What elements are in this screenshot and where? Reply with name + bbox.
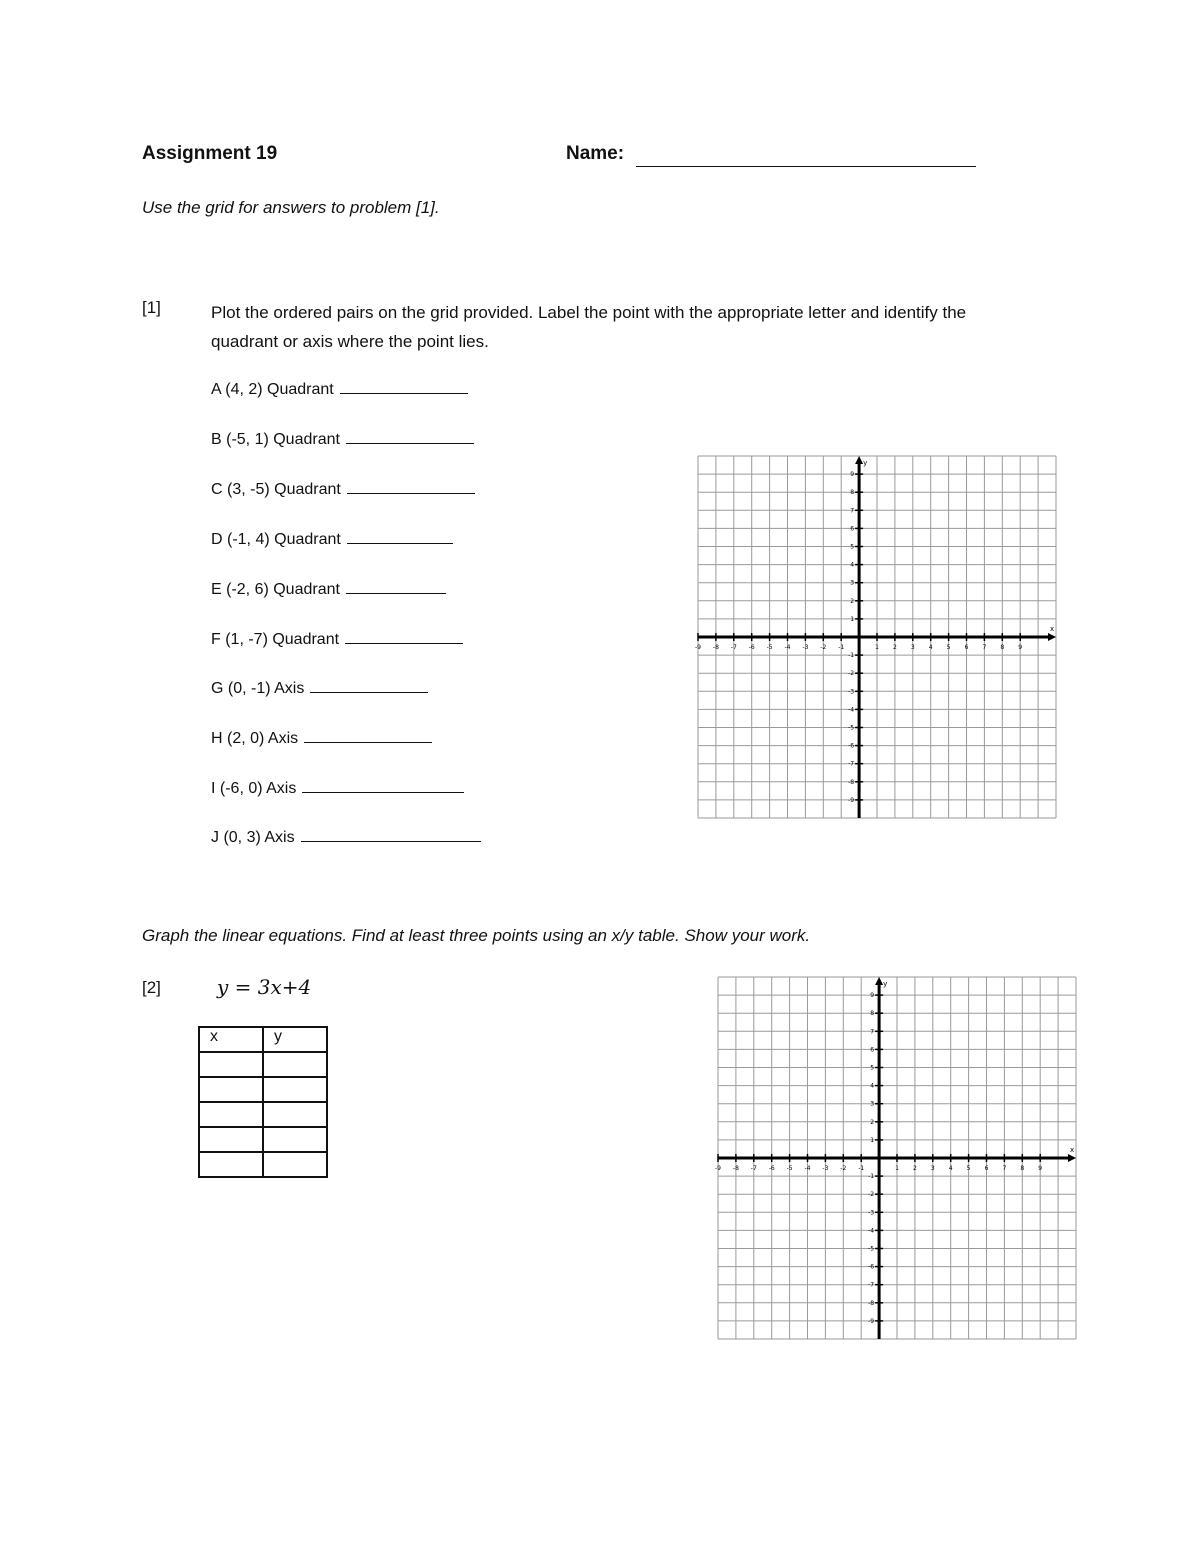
list-item (211, 478, 475, 499)
y-tick-label: -5 (848, 724, 855, 732)
y-tick-label: 9 (850, 471, 855, 479)
y-tick-label: 8 (870, 1010, 875, 1018)
x-axis-label: x (1070, 1146, 1075, 1154)
list-item (211, 428, 474, 449)
table-cell[interactable] (263, 1077, 327, 1102)
list-item (211, 528, 453, 549)
instruction-problem-1: Use the grid for answers to problem [1]. (142, 198, 440, 217)
x-tick-label: 4 (928, 644, 933, 651)
list-item (211, 727, 432, 748)
y-tick-label: -2 (848, 670, 855, 678)
x-tick-label: 1 (875, 644, 879, 651)
x-tick-label: 7 (982, 644, 987, 651)
y-tick-label: -6 (868, 1263, 875, 1271)
y-tick-label: 7 (870, 1028, 875, 1036)
list-item (211, 826, 481, 847)
x-axis-label: x (1050, 625, 1055, 633)
x-tick-label: 8 (1000, 644, 1005, 651)
answer-blank[interactable] (340, 378, 468, 394)
y-tick-label: -8 (868, 1299, 875, 1307)
x-tick-label: -1 (838, 644, 845, 651)
list-item (211, 578, 446, 599)
table-row (199, 1152, 327, 1177)
y-tick-label: -2 (868, 1191, 875, 1199)
table-cell[interactable] (199, 1077, 263, 1102)
item-label: J (0, 3) Axis (211, 829, 295, 846)
y-tick-label: 1 (850, 615, 855, 623)
y-tick-label: -4 (868, 1227, 875, 1235)
xy-table (198, 1026, 328, 1178)
y-tick-label: -7 (868, 1281, 875, 1289)
x-tick-label: -5 (766, 644, 773, 651)
y-tick-label: 5 (850, 543, 855, 551)
x-tick-label: 6 (964, 644, 969, 651)
x-tick-label: 1 (895, 1165, 899, 1172)
x-tick-label: -8 (712, 644, 719, 651)
y-tick-label: -3 (868, 1209, 875, 1217)
x-tick-label: 2 (912, 1165, 917, 1172)
y-tick-label: 6 (850, 525, 855, 533)
answer-blank[interactable] (301, 826, 481, 842)
item-label: A (4, 2) Quadrant (211, 381, 334, 398)
list-item (211, 677, 428, 698)
x-tick-label: 5 (966, 1165, 971, 1172)
x-tick-label: 3 (930, 1165, 935, 1172)
table-row (199, 1077, 327, 1102)
y-tick-label: 5 (870, 1064, 875, 1072)
x-tick-label: -4 (804, 1165, 811, 1172)
y-axis-arrow (875, 977, 883, 985)
problem-1-text: Plot the ordered pairs on the grid provided. Label the point with the appropriate letter and identify the quadrant or axis where the point lies. (211, 303, 967, 351)
x-tick-label: -1 (858, 1165, 865, 1172)
x-tick-label: -3 (802, 644, 809, 651)
y-tick-label: 1 (870, 1136, 875, 1144)
y-tick-label: -7 (848, 760, 855, 768)
table-cell[interactable] (263, 1127, 327, 1152)
y-tick-label: -8 (848, 778, 855, 786)
y-tick-label: 2 (850, 597, 855, 605)
x-tick-label: -3 (822, 1165, 829, 1172)
y-tick-label: -5 (868, 1245, 875, 1253)
list-item (211, 378, 468, 399)
answer-blank[interactable] (346, 428, 474, 444)
equation: y = 3x+4 (217, 975, 312, 999)
y-tick-label: 4 (870, 1082, 875, 1090)
name-blank[interactable] (636, 166, 976, 167)
table-cell[interactable] (263, 1102, 327, 1127)
x-tick-label: 9 (1038, 1165, 1043, 1172)
y-tick-label: 2 (870, 1118, 875, 1126)
answer-blank[interactable] (345, 628, 463, 644)
answer-blank[interactable] (346, 578, 446, 594)
table-header-row (199, 1027, 327, 1052)
x-tick-label: -2 (840, 1165, 847, 1172)
answer-blank[interactable] (304, 727, 432, 743)
item-label: D (-1, 4) Quadrant (211, 531, 341, 548)
item-label: F (1, -7) Quadrant (211, 631, 340, 648)
instruction-problem-2: Graph the linear equations. Find at least three points using an x/y table. Show your work. (142, 926, 811, 945)
x-tick-label: -7 (750, 1165, 757, 1172)
x-axis-arrow (1048, 633, 1056, 641)
y-axis-arrow (855, 456, 863, 464)
x-tick-label: -7 (730, 644, 737, 651)
x-tick-label: 9 (1018, 644, 1023, 651)
x-axis-arrow (1068, 1154, 1076, 1162)
y-tick-label: 3 (870, 1100, 875, 1108)
problem-1-number: [1] (142, 298, 161, 317)
answer-blank[interactable] (310, 677, 428, 693)
x-tick-label: -5 (786, 1165, 793, 1172)
item-label: H (2, 0) Axis (211, 730, 299, 747)
table-cell[interactable] (263, 1052, 327, 1077)
y-tick-label: -1 (848, 652, 855, 660)
coordinate-grid-problem-1[interactable] (695, 456, 1056, 818)
item-label: C (3, -5) Quadrant (211, 481, 341, 498)
coordinate-grid-problem-2[interactable] (715, 977, 1076, 1339)
y-axis-label: y (863, 459, 868, 467)
y-tick-label: -1 (868, 1173, 875, 1181)
y-tick-label: -3 (848, 688, 855, 696)
item-label: I (-6, 0) Axis (211, 780, 297, 797)
y-tick-label: 3 (850, 579, 855, 587)
x-tick-label: -9 (715, 1165, 721, 1172)
table-cell[interactable] (199, 1052, 263, 1077)
y-tick-label: -6 (848, 742, 855, 750)
y-column-header: y (263, 1027, 327, 1052)
x-tick-label: -4 (784, 644, 791, 651)
assignment-title: Assignment 19 (142, 143, 278, 164)
x-tick-label: 6 (984, 1165, 989, 1172)
x-tick-label: 3 (910, 644, 915, 651)
y-tick-label: 8 (850, 489, 855, 497)
name-label: Name: (566, 143, 625, 164)
x-tick-label: -6 (748, 644, 755, 651)
x-tick-label: 4 (948, 1165, 953, 1172)
answer-blank[interactable] (302, 777, 464, 793)
y-axis-label: y (883, 980, 888, 988)
item-label: G (0, -1) Axis (211, 680, 305, 697)
y-tick-label: 6 (870, 1046, 875, 1054)
list-item (211, 628, 463, 649)
x-tick-label: 5 (946, 644, 951, 651)
y-tick-label: 7 (850, 507, 855, 515)
x-tick-label: 8 (1020, 1165, 1025, 1172)
y-tick-label: -4 (848, 706, 855, 714)
x-tick-label: -2 (820, 644, 827, 651)
x-tick-label: -9 (695, 644, 701, 651)
x-tick-label: -8 (732, 1165, 739, 1172)
table-cell[interactable] (263, 1152, 327, 1177)
table-row (199, 1102, 327, 1127)
table-cell[interactable] (199, 1102, 263, 1127)
answer-blank[interactable] (347, 528, 453, 544)
x-tick-label: 2 (892, 644, 897, 651)
item-label: E (-2, 6) Quadrant (211, 581, 340, 598)
x-tick-label: 7 (1002, 1165, 1007, 1172)
y-tick-label: -9 (848, 796, 855, 804)
list-item (211, 777, 464, 798)
y-tick-label: 4 (850, 561, 855, 569)
table-cell[interactable] (199, 1127, 263, 1152)
answer-blank[interactable] (347, 478, 475, 494)
table-cell[interactable] (199, 1152, 263, 1177)
item-label: B (-5, 1) Quadrant (211, 431, 340, 448)
y-tick-label: 9 (870, 992, 875, 1000)
x-tick-label: -6 (768, 1165, 775, 1172)
y-tick-label: -9 (868, 1317, 875, 1325)
table-row (199, 1127, 327, 1152)
table-row (199, 1052, 327, 1077)
problem-2-number: [2] (142, 978, 161, 997)
x-column-header: x (199, 1027, 263, 1052)
